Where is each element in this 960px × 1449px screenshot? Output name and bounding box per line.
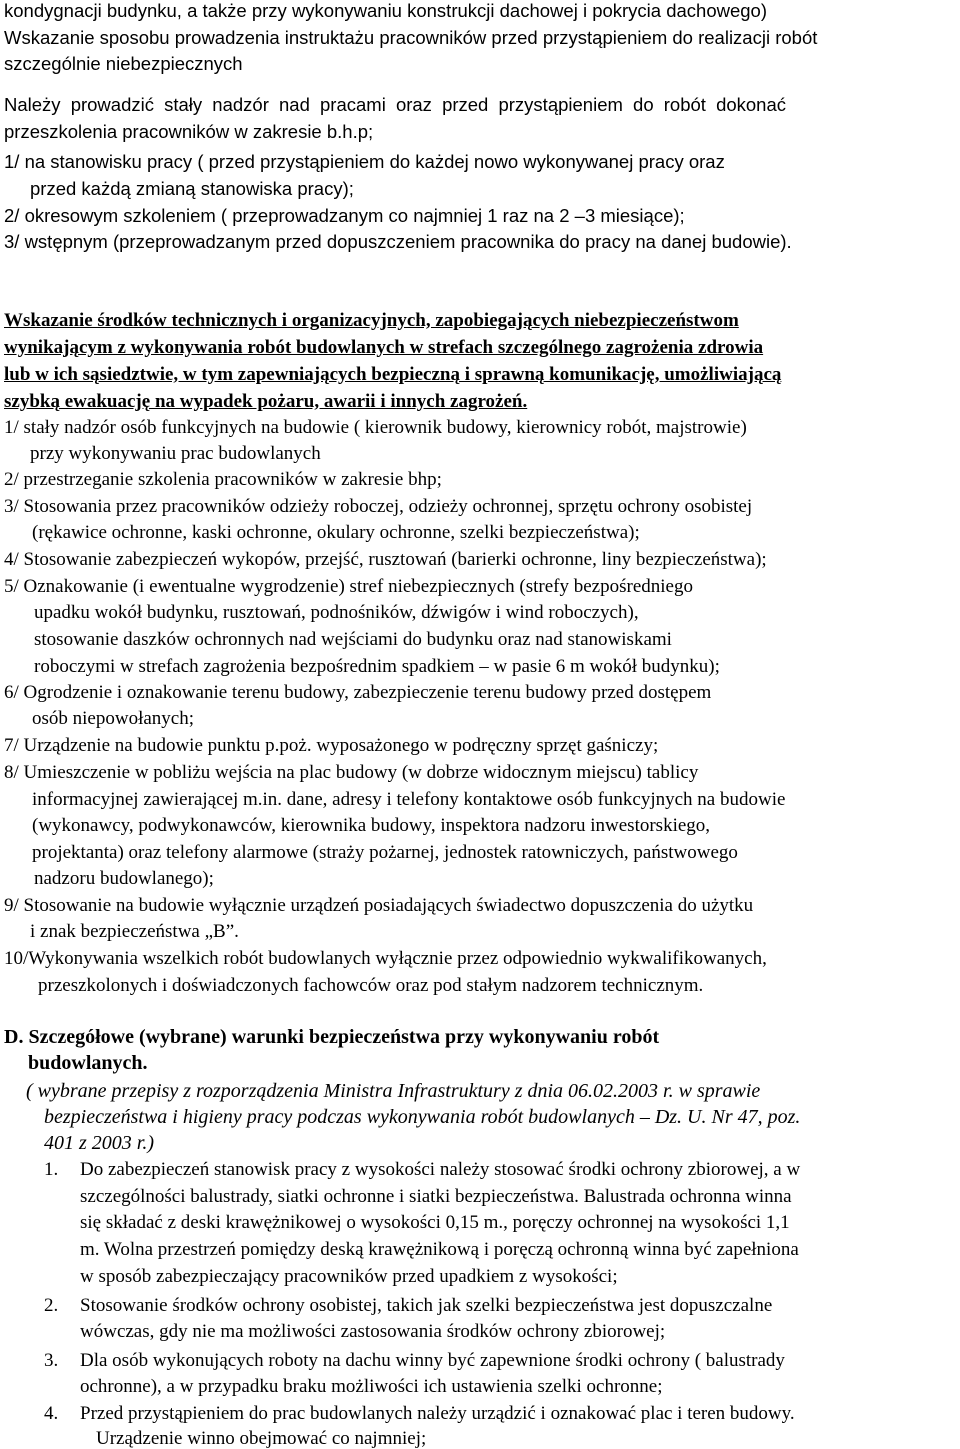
measures-heading-line: wynikającym z wykonywania robót budowlanych w strefach szczególnego zagrożenia zdrowia — [4, 337, 764, 358]
measure-line: 7/ Urządzenie na budowie punktu p.poż. wyposażonego w podręczny sprzęt gaśniczy; — [4, 735, 659, 756]
list-item-line: Do zabezpieczeń stanowisk pracy z wysokości należy stosować środki ochrony zbiorowej, a w — [80, 1159, 801, 1180]
list-item-number: 2. — [44, 1295, 59, 1316]
measure-line: (wykonawcy, podwykonawców, kierownika budowy, inspektora nadzoru inwestorskiego, — [32, 815, 711, 836]
list-item-number: 4. — [44, 1403, 59, 1424]
measures-heading-line: lub w ich sąsiedztwie, w tym zapewniających bezpieczną i sprawną komunikację, umożliwiającą — [4, 364, 782, 385]
list-item-line: Przed przystąpieniem do prac budowlanych należy urządzić i oznakować plac i teren budowy. — [80, 1403, 795, 1424]
measure-line: i znak bezpieczeństwa „B”. — [30, 921, 239, 942]
section-d-heading: D. Szczegółowe (wybrane) warunki bezpieczeństwa przy wykonywaniu robót — [4, 1026, 660, 1048]
measure-line: nadzoru budowlanego); — [34, 868, 214, 889]
measure-line: 5/ Oznakowanie (i ewentualne wygrodzenie) stref niebezpiecznych (strefy bezpośredniego — [4, 576, 693, 597]
intro-line: kondygnacji budynku, a także przy wykonywaniu konstrukcji dachowej i pokrycia dachowego) — [4, 0, 768, 21]
measures-heading-line: Wskazanie środków technicznych i organizacyjnych, zapobiegających niebezpieczeństwom — [4, 310, 739, 331]
measure-line: 9/ Stosowanie na budowie wyłącznie urządzeń posiadających świadectwo dopuszczenia do użytku — [4, 895, 754, 916]
measures-heading-line: szybką ewakuację na wypadek pożaru, awarii i innych zagrożeń. — [4, 391, 528, 412]
measure-line: projektanta) oraz telefony alarmowe (straży pożarnej, jednostek ratowniczych, państwowego — [32, 842, 738, 863]
measure-line: stosowanie daszków ochronnych nad wejściami do budynku oraz nad stanowiskami — [34, 629, 672, 650]
instruction-paragraph-line: przeszkolenia pracowników w zakresie b.h.p; — [4, 121, 374, 142]
measure-line: 6/ Ogrodzenie i oznakowanie terenu budowy, zabezpieczenie terenu budowy przed dostępem — [4, 682, 712, 703]
measure-line: upadku wokół budynku, rusztowań, podnośników, dźwigów i wind roboczych), — [34, 602, 639, 623]
list-item-line: szczególności balustrady, siatki ochronne i siatki bezpieczeństwa. Balustrada ochronna winna — [80, 1186, 792, 1207]
instruction-item: 1/ na stanowisku pracy ( przed przystąpieniem do każdej nowo wykonywanej pracy oraz — [4, 151, 725, 172]
instruction-heading-line: Wskazanie sposobu prowadzenia instruktażu pracowników przed przystąpieniem do realizacji robót — [4, 27, 818, 48]
measure-line: 2/ przestrzeganie szkolenia pracowników w zakresie bhp; — [4, 469, 442, 490]
list-item-line: Stosowanie środków ochrony osobistej, takich jak szelki bezpieczeństwa jest dopuszczalne — [80, 1295, 773, 1316]
list-item-line: się składać z deski krawężnikowej o wysokości 0,15 m., poręczy ochronnej na wysokości 1,1 — [80, 1212, 790, 1233]
list-item-line: w sposób zabezpieczający pracowników przed upadkiem z wysokości; — [80, 1266, 618, 1287]
section-d-citation-line: bezpieczeństwa i higieny pracy podczas wykonywania robót budowlanych – Dz. U. Nr 47, poz. — [44, 1106, 801, 1128]
list-item-number: 3. — [44, 1350, 59, 1371]
measure-line: 1/ stały nadzór osób funkcyjnych na budowie ( kierownik budowy, kierownicy robót, majstrowie) — [4, 417, 747, 438]
list-item-line: Dla osób wykonujących roboty na dachu winny być zapewnione środki ochrony ( balustrady — [80, 1350, 785, 1371]
section-d-citation-line: ( wybrane przepisy z rozporządzenia Ministra Infrastruktury z dnia 06.02.2003 r. w sprawie — [26, 1080, 761, 1102]
measure-line: informacyjnej zawierającej m.in. dane, adresy i telefony kontaktowe osób funkcyjnych na budowie — [32, 789, 786, 810]
measure-line: 4/ Stosowanie zabezpieczeń wykopów, przejść, rusztowań (barierki ochronne, liny bezpieczeństwa); — [4, 549, 767, 570]
instruction-item-continuation: przed każdą zmianą stanowiska pracy); — [30, 178, 354, 199]
measure-line: (rękawice ochronne, kaski ochronne, okulary ochronne, szelki bezpieczeństwa); — [32, 522, 640, 543]
measure-line: osób niepowołanych; — [32, 708, 195, 729]
list-item-line: Urządzenie winno obejmować co najmniej; — [96, 1428, 427, 1449]
list-item-line: ochronne), a w przypadku braku możliwości ich ustawienia szelki ochronne; — [80, 1376, 663, 1397]
measure-line: roboczymi w strefach zagrożenia bezpośrednim spadkiem – w pasie 6 m wokół budynku); — [34, 656, 720, 677]
measure-line: 10/Wykonywania wszelkich robót budowlanych wyłącznie przez odpowiednio wykwalifikowanych, — [4, 948, 767, 969]
list-item-line: m. Wolna przestrzeń pomiędzy deską krawężnikową i poręczą ochronną winna być zapełniona — [80, 1239, 799, 1260]
section-d-heading-continuation: budowlanych. — [28, 1052, 148, 1074]
section-d-citation-line: 401 z 2003 r.) — [44, 1132, 155, 1154]
instruction-item: 3/ wstępnym (przeprowadzanym przed dopuszczeniem pracownika do pracy na danej budowie). — [4, 231, 792, 252]
instruction-paragraph-line: Należy prowadzić stały nadzór nad pracami oraz przed przystąpieniem do robót dokonać — [4, 94, 787, 115]
list-item-line: wówczas, gdy nie ma możliwości zastosowania środków ochrony zbiorowej; — [80, 1321, 666, 1342]
instruction-heading-line: szczególnie niebezpiecznych — [4, 53, 243, 74]
instruction-item: 2/ okresowym szkoleniem ( przeprowadzanym co najmniej 1 raz na 2 –3 miesiące); — [4, 205, 685, 226]
measure-line: przeszkolonych i doświadczonych fachowców oraz pod stałym nadzorem technicznym. — [38, 975, 704, 996]
measure-line: 8/ Umieszczenie w pobliżu wejścia na plac budowy (w dobrze widocznym miejscu) tablicy — [4, 762, 699, 783]
list-item-number: 1. — [44, 1159, 59, 1180]
measure-line: 3/ Stosowania przez pracowników odzieży roboczej, odzieży ochronnej, sprzętu ochrony osobistej — [4, 496, 753, 517]
measure-line: przy wykonywaniu prac budowlanych — [30, 443, 321, 464]
